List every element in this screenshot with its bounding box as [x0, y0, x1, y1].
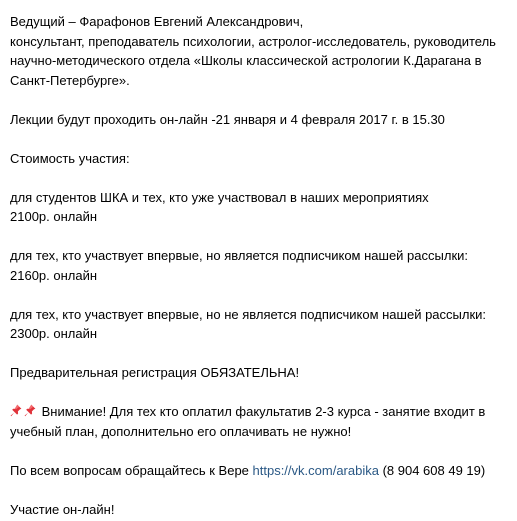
spacer: [10, 129, 510, 149]
pushpin-icon: [24, 404, 36, 417]
contact-link[interactable]: https://vk.com/arabika: [252, 462, 379, 478]
spacer: [10, 441, 510, 461]
contact-prefix: По всем вопросам обращайтесь к Вере: [10, 462, 253, 478]
bio-line-1: консультант, преподаватель психологии, астролог-исследователь, руководитель: [10, 33, 496, 49]
tier-1-label: для студентов ШКА и тех, кто уже участвовал в наших мероприятиях: [10, 189, 429, 205]
tier-3-price: 2300р. онлайн: [10, 326, 98, 341]
tier-1-price: 2100р. онлайн: [10, 209, 98, 224]
pushpin-icon: [10, 404, 22, 417]
spacer: [10, 344, 510, 364]
spacer: [10, 480, 510, 500]
registration-line: Предварительная регистрация ОБЯЗАТЕЛЬНА!: [10, 365, 300, 380]
tier-2-label: для тех, кто участвует впервые, но является подписчиком нашей рассылки:: [10, 248, 469, 263]
tier-3-label: для тех, кто участвует впервые, но не является подписчиком нашей рассылки:: [10, 306, 487, 322]
contact-line: [10, 461, 510, 481]
notice-line-2: учебный план, дополнительно его оплачивать не нужно!: [10, 423, 352, 439]
spacer: [10, 383, 510, 403]
bio-line-2: научно-методического отдела «Школы классической астрологии К.Дарагана в: [10, 53, 482, 68]
spacer: [10, 168, 510, 188]
bio-line-3: Санкт-Петербурге».: [10, 72, 130, 88]
closing-line: Участие он-лайн!: [10, 501, 115, 517]
spacer: [10, 285, 510, 305]
contact-phone: (8 904 608 49 19): [378, 462, 486, 478]
spacer: [10, 227, 510, 247]
notice-line-1: [10, 402, 510, 422]
price-heading: Стоимость участия:: [10, 150, 130, 166]
spacer: [10, 90, 510, 110]
host-line: Ведущий – Фарафонов Евгений Александрович,: [10, 14, 304, 29]
tier-2-price: 2160р. онлайн: [10, 267, 98, 283]
post-text: [10, 12, 510, 519]
notice-text: Внимание! Для тех кто оплатил факультатив 2-3 курса - занятие входит в: [41, 404, 486, 419]
schedule-line: Лекции будут проходить он-лайн -21 января и 4 февраля 2017 г. в 15.30: [10, 111, 445, 127]
